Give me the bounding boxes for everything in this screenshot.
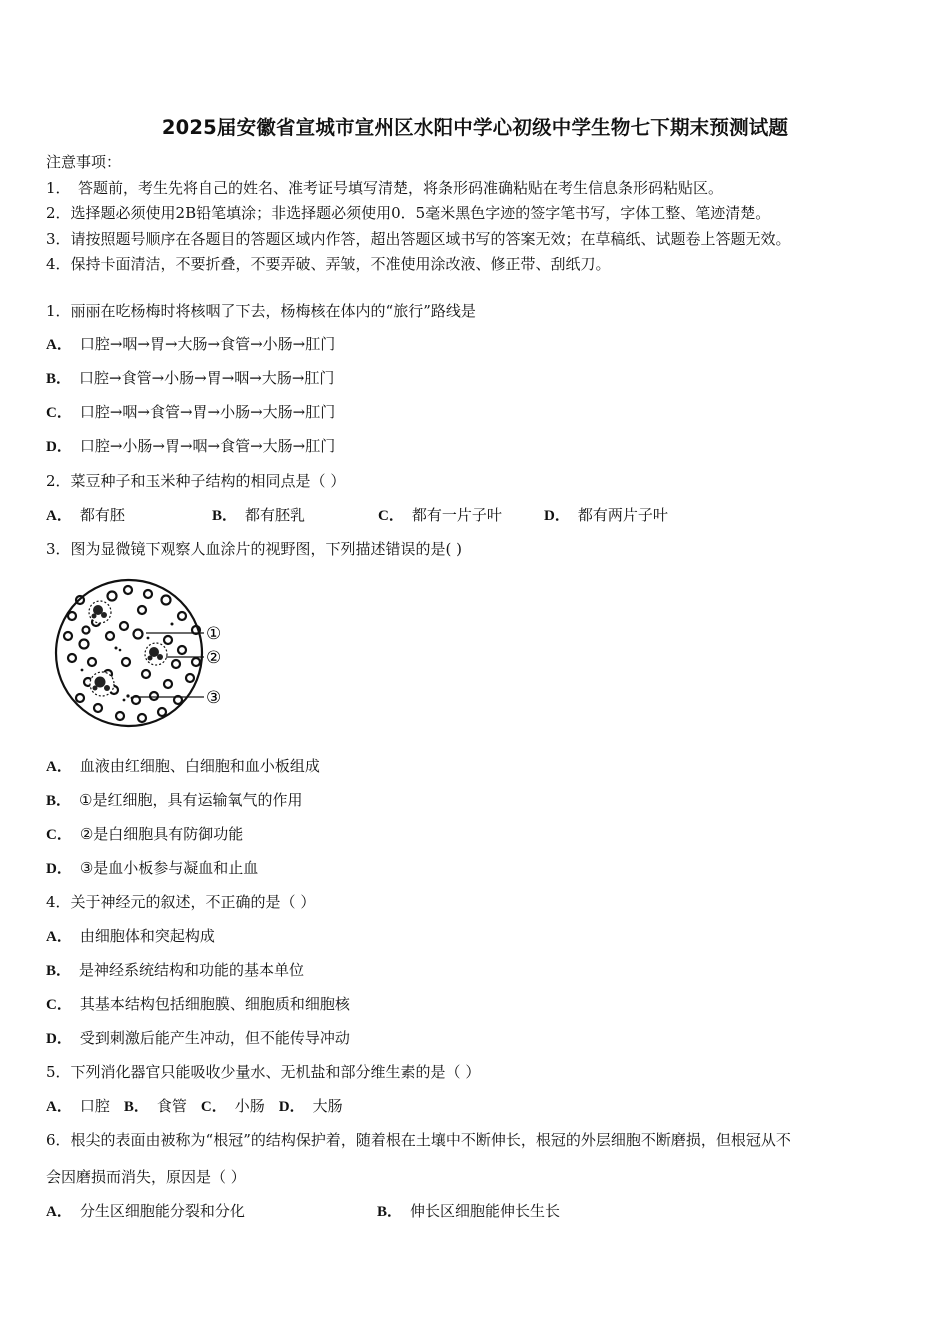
q2-option-d: D． 都有两片子叶 <box>544 506 668 524</box>
label-1: ① <box>206 624 222 644</box>
q5-option-a: A． 口腔 <box>46 1097 110 1115</box>
q3-option-c: C． ②是白细胞具有防御功能 <box>46 825 244 843</box>
q5-option-b: B． 食管 <box>123 1097 187 1115</box>
question-1-stem: 1．丽丽在吃杨梅时将核咽了下去，杨梅核在体内的“旅行”路线是 <box>46 302 476 320</box>
question-2-stem: 2．菜豆种子和玉米种子结构的相同点是（ ） <box>46 472 346 490</box>
notice-heading: 注意事项： <box>46 153 122 171</box>
q3-option-d: D． ③是血小板参与凝血和止血 <box>46 859 259 877</box>
page-title: 2025届安徽省宣城市宣州区水阳中学心初级中学生物七下期末预测试题 <box>161 116 789 139</box>
question-5-stem: 5．下列消化器官只能吸收少量水、无机盐和部分维生素的是（ ） <box>46 1063 481 1081</box>
q2-option-b: B． 都有胚乳 <box>212 506 306 524</box>
question-4-stem: 4．关于神经元的叙述，不正确的是（ ） <box>46 893 316 911</box>
label-3: ③ <box>206 688 222 708</box>
question-6-stem-line-2: 会因磨损而消失，原因是（ ） <box>46 1168 246 1186</box>
q5-options-row <box>46 1096 357 1117</box>
notice-item: 4．保持卡面清洁，不要折叠，不要弄破、弄皱，不准使用涂改液、修正带、刮纸刀。 <box>46 255 611 273</box>
q2-option-a: A． 都有胚 <box>46 506 125 524</box>
notice-item: 2．选择题必须使用2B铅笔填涂；非选择题必须使用0．5毫米黑色字迹的签字笔书写，字体工整、笔迹清楚。 <box>46 204 771 222</box>
blood-smear-figure <box>50 578 240 730</box>
q3-option-b: B． ①是红细胞，具有运输氧气的作用 <box>46 791 303 809</box>
q1-option-c: C． 口腔→咽→食管→胃→小肠→大肠→肛门 <box>46 403 336 421</box>
label-2: ② <box>206 648 222 668</box>
q1-option-b: B． 口腔→食管→小肠→胃→咽→大肠→肛门 <box>46 369 335 387</box>
q4-option-d: D． 受到刺激后能产生冲动，但不能传导冲动 <box>46 1029 350 1047</box>
microscope-field <box>56 580 202 726</box>
notice-item: 1． 答题前，考生先将自己的姓名、准考证号填写清楚，将条形码准确粘贴在考生信息条形码粘贴区。 <box>46 178 724 197</box>
q1-option-d: D． 口腔→小肠→胃→咽→食管→大肠→肛门 <box>46 437 336 455</box>
q4-option-a: A． 由细胞体和突起构成 <box>46 927 215 945</box>
notice-section <box>46 150 916 278</box>
q4-option-b: B． 是神经系统结构和功能的基本单位 <box>46 961 305 979</box>
q6-option-b: B． 伸长区细胞能伸长生长 <box>377 1202 561 1220</box>
q1-option-a: A． 口腔→咽→胃→大肠→食管→小肠→肛门 <box>46 335 336 353</box>
question-3-stem: 3．图为显微镜下观察人血涂片的视野图，下列描述错误的是( ) <box>46 540 463 558</box>
q2-options-row <box>46 505 710 526</box>
notice-item: 3．请按照题号顺序在各题目的答题区域内作答，超出答题区域书写的答案无效；在草稿纸、试题卷上答题无效。 <box>46 229 791 248</box>
q4-option-c: C． 其基本结构包括细胞膜、细胞质和细胞核 <box>46 995 350 1013</box>
q2-option-c: C． 都有一片子叶 <box>378 506 502 524</box>
q5-option-d: D． 大肠 <box>278 1097 343 1115</box>
question-6-stem-line-1: 6．根尖的表面由被称为“根冠”的结构保护着，随着根在土壤中不断伸长，根冠的外层细胞不断磨损，但根冠从不 <box>46 1131 791 1149</box>
q5-option-c: C． 小肠 <box>200 1097 265 1115</box>
q6-option-a: A． 分生区细胞能分裂和分化 <box>46 1202 245 1220</box>
q6-options-row <box>46 1201 708 1222</box>
q3-option-a: A． 血液由红细胞、白细胞和血小板组成 <box>46 757 320 775</box>
